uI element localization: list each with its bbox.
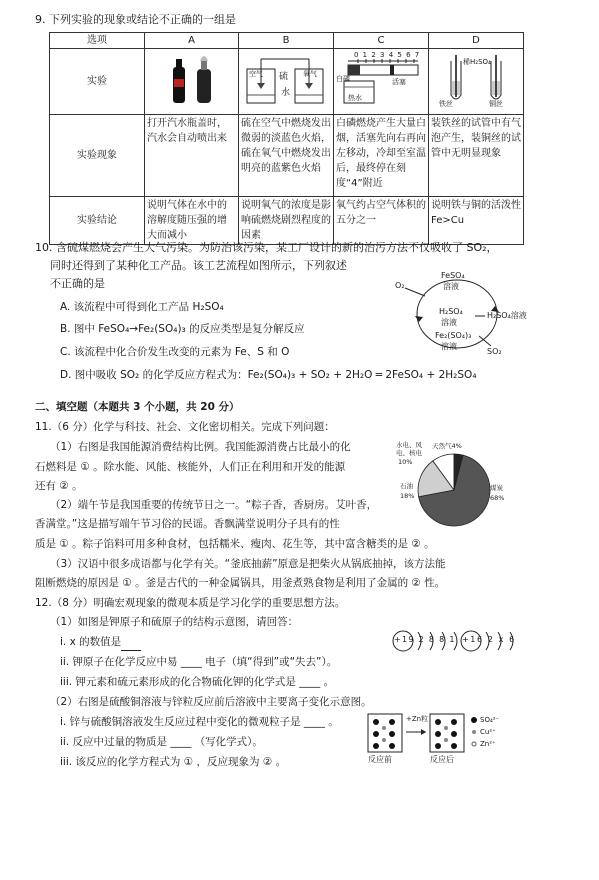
phenomenon-a: 打开汽水瓶盖时，汽水会自动喷出来 [145, 115, 239, 197]
pie-label-coal: 煤炭 [490, 484, 503, 492]
sulfur-atom-diagram [460, 628, 530, 654]
q9-stem: 9. 下列实验的现象或结论不正确的一组是 [35, 13, 236, 26]
q12-i2: i. 锌与硫酸铜溶液发生反应过程中变化的微观粒子是 ____ 。 [60, 716, 339, 728]
q12-i-text: i. x 的数值是 [60, 636, 122, 648]
q10-option-a: A. 该流程中可得到化工产品 H₂SO₄ [60, 301, 224, 313]
c-scale: 0 1 2 3 4 5 6 7 [354, 51, 421, 59]
potassium-atom-label: +19 2 8 8 1 [394, 635, 456, 644]
o2-label: O₂ [395, 281, 405, 290]
q12-stem: 12.（8 分）明确宏观现象的微观本质是学习化学的重要思想方法。 [35, 597, 346, 609]
h2so4-label-1: H₂SO₄ [439, 307, 463, 316]
h2so4-right-label: H₂SO₄溶液 [487, 311, 527, 320]
conclusion-b: 说明氧气的浓度是影响硫燃烧剧烈程度的因素 [239, 197, 334, 245]
fe2so43-label-1: Fe₂(SO₄)₃ [435, 331, 472, 340]
q12-iii: iii. 钾元素和硫元素形成的化合物硫化钾的化学式是 ____ 。 [60, 676, 335, 688]
q11-p1b: 石燃料是 ① 。除水能、风能、核能外，人们正在利用和开发的能源 [35, 461, 346, 473]
q10-option-d: D. 图中吸收 SO₂ 的化学反应方程式为：Fe₂(SO₄)₃ + SO₂ + 2H₂O ═ 2FeSO₄ + 2H₂SO₄ [60, 369, 477, 381]
pic-d [429, 49, 524, 115]
q12-i [60, 635, 141, 651]
after-label: 反应后 [430, 755, 454, 764]
header-a: A [145, 33, 239, 49]
ion-change-diagram [366, 712, 516, 770]
q10-stem-1: 10. 含硫煤燃烧会产生大气污染。为防治该污染，某工厂设计的新的治污方法不仅吸收了 SO₂， [35, 241, 498, 254]
q10-option-b: B. 图中 FeSO₄→Fe₂(SO₄)₃ 的反应类型是复分解反应 [60, 323, 305, 335]
row-label-experiment: 实验 [50, 49, 145, 115]
b-sulfur-label: 硫 [279, 72, 289, 82]
q10-stem-3: 不正确的是 [50, 277, 105, 290]
q12-p2: （2）右图是硫酸铜溶液与锌粒反应前后溶液中主要离子变化示意图。 [50, 696, 372, 708]
pic-a [145, 49, 239, 115]
header-b: B [239, 33, 334, 49]
d-iron-label: 铁丝 [439, 100, 453, 108]
feso4-label-2: 溶液 [443, 282, 459, 291]
row-label-conclusion: 实验结论 [50, 197, 145, 245]
before-label: 反应前 [368, 755, 392, 764]
conclusion-a: 说明气体在水中的溶解度随压强的增大而减小 [145, 197, 239, 245]
c-white-p-label: 白磷 [336, 75, 350, 83]
section-2-title: 二、填空题（本题共 3 个小题，共 20 分） [35, 401, 240, 413]
q10-cycle-diagram [395, 266, 545, 358]
q9-table [49, 32, 524, 245]
q12-ii: ii. 钾原子在化学反应中易 ____ 电子（填“得到”或“失去”）。 [60, 656, 338, 668]
energy-pie-chart [392, 440, 512, 538]
q12-iii2: iii. 该反应的化学方程式为 ① ，反应现象为 ② 。 [60, 756, 287, 768]
phenomenon-b: 硫在空气中燃烧发出微弱的淡蓝色火焰，硫在氧气中燃烧发出明亮的蓝紫色火焰 [239, 115, 334, 197]
pie-label-hydro: 水电、风电、核电 [396, 441, 422, 457]
b-air-label: 空气 [249, 70, 263, 78]
d-acid-label: 稀H₂SO₄ [463, 58, 491, 66]
conclusion-c: 氧气约占空气体积的五分之一 [334, 197, 429, 245]
q11-p3a: （3）汉语中很多成语都与化学有关。“釜底抽薪”原意是把柴火从锅底抽掉，该方法能 [50, 558, 446, 570]
q10-stem-2: 同时还得到了某种化工产品。该工艺流程如图所示，下列叙述 [50, 259, 347, 272]
q11-p1c: 还有 ② 。 [35, 480, 83, 492]
header-c: C [334, 33, 429, 49]
b-oxygen-label: 氧气 [303, 70, 317, 78]
legend-cu: Cu²⁺ [480, 728, 496, 736]
zn-label: +Zn粒 [406, 715, 429, 723]
pie-label-oil: 石油 [400, 482, 413, 490]
header-d: D [429, 33, 524, 49]
q11-stem: 11.（6 分）化学与科技、社会、文化密切相关。完成下列问题： [35, 421, 335, 433]
c-hot-water-label: 热水 [348, 94, 362, 102]
so2-label: SO₂ [487, 347, 502, 356]
pie-label-gas: 天然气4% [432, 442, 462, 450]
h2so4-label-2: 溶液 [441, 318, 457, 327]
q12-ii2: ii. 反应中过量的物质是 ____ （写化学式）。 [60, 736, 263, 748]
conclusion-d: 说明铁与铜的活泼性 Fe>Cu [429, 197, 524, 245]
phenomenon-c: 白磷燃烧产生大量白烟，活塞先向右再向左移动，冷却至室温后，最终停在刻度“4”附近 [334, 115, 429, 197]
pie-label-hydro-pct: 10% [398, 458, 413, 466]
header-option: 选项 [50, 33, 145, 49]
feso4-label-1: FeSO₄ [441, 271, 465, 280]
q10-option-c: C. 该流程中化合价发生改变的元素为 Fe、S 和 O [60, 346, 290, 358]
pie-label-coal-pct: 68% [490, 494, 505, 502]
q12-i-blank[interactable] [121, 635, 141, 651]
q12-p1: （1）如图是钾原子和硫原子的结构示意图，请回答： [50, 616, 299, 628]
q11-p1a: （1）右图是我国能源消费结构比例。我国能源消费占比最小的化 [50, 441, 351, 453]
fe2so43-label-2: 溶液 [441, 342, 457, 351]
pie-label-oil-pct: 18% [400, 492, 415, 500]
pic-c [334, 49, 429, 115]
b-water-label: 水 [281, 88, 291, 98]
q11-p2b: 香满堂。”这是描写端午节习俗的民谣。香飘满堂说明分子具有的性 [35, 518, 340, 530]
q11-p3b: 阻断燃烧的原因是 ① 。釜是古代的一种金属锅具，用釜煮熟食物是利用了金属的 ② 性。 [35, 577, 446, 589]
q11-p2a: （2）端午节是我国重要的传统节日之一。“粽子香，香厨房。艾叶香， [50, 499, 378, 511]
legend-zn: Zn²⁺ [480, 740, 496, 748]
phenomenon-d: 装铁丝的试管中有气泡产生，装铜丝的试管中无明显现象 [429, 115, 524, 197]
sulfur-atom-label: +16 2 x 6 [462, 635, 516, 644]
c-piston-label: 活塞 [392, 78, 406, 86]
row-label-phenomenon: 实验现象 [50, 115, 145, 197]
pic-b [239, 49, 334, 115]
q11-p2c: 质是 ① 。粽子馅料可用多种食材，包括糯米、瘦肉、花生等，其中富含糖类的是 ② 。 [35, 538, 435, 550]
soda-bottles-icon [145, 49, 239, 109]
d-copper-label: 铜丝 [489, 100, 503, 108]
legend-so4: SO₄²⁻ [480, 716, 500, 724]
